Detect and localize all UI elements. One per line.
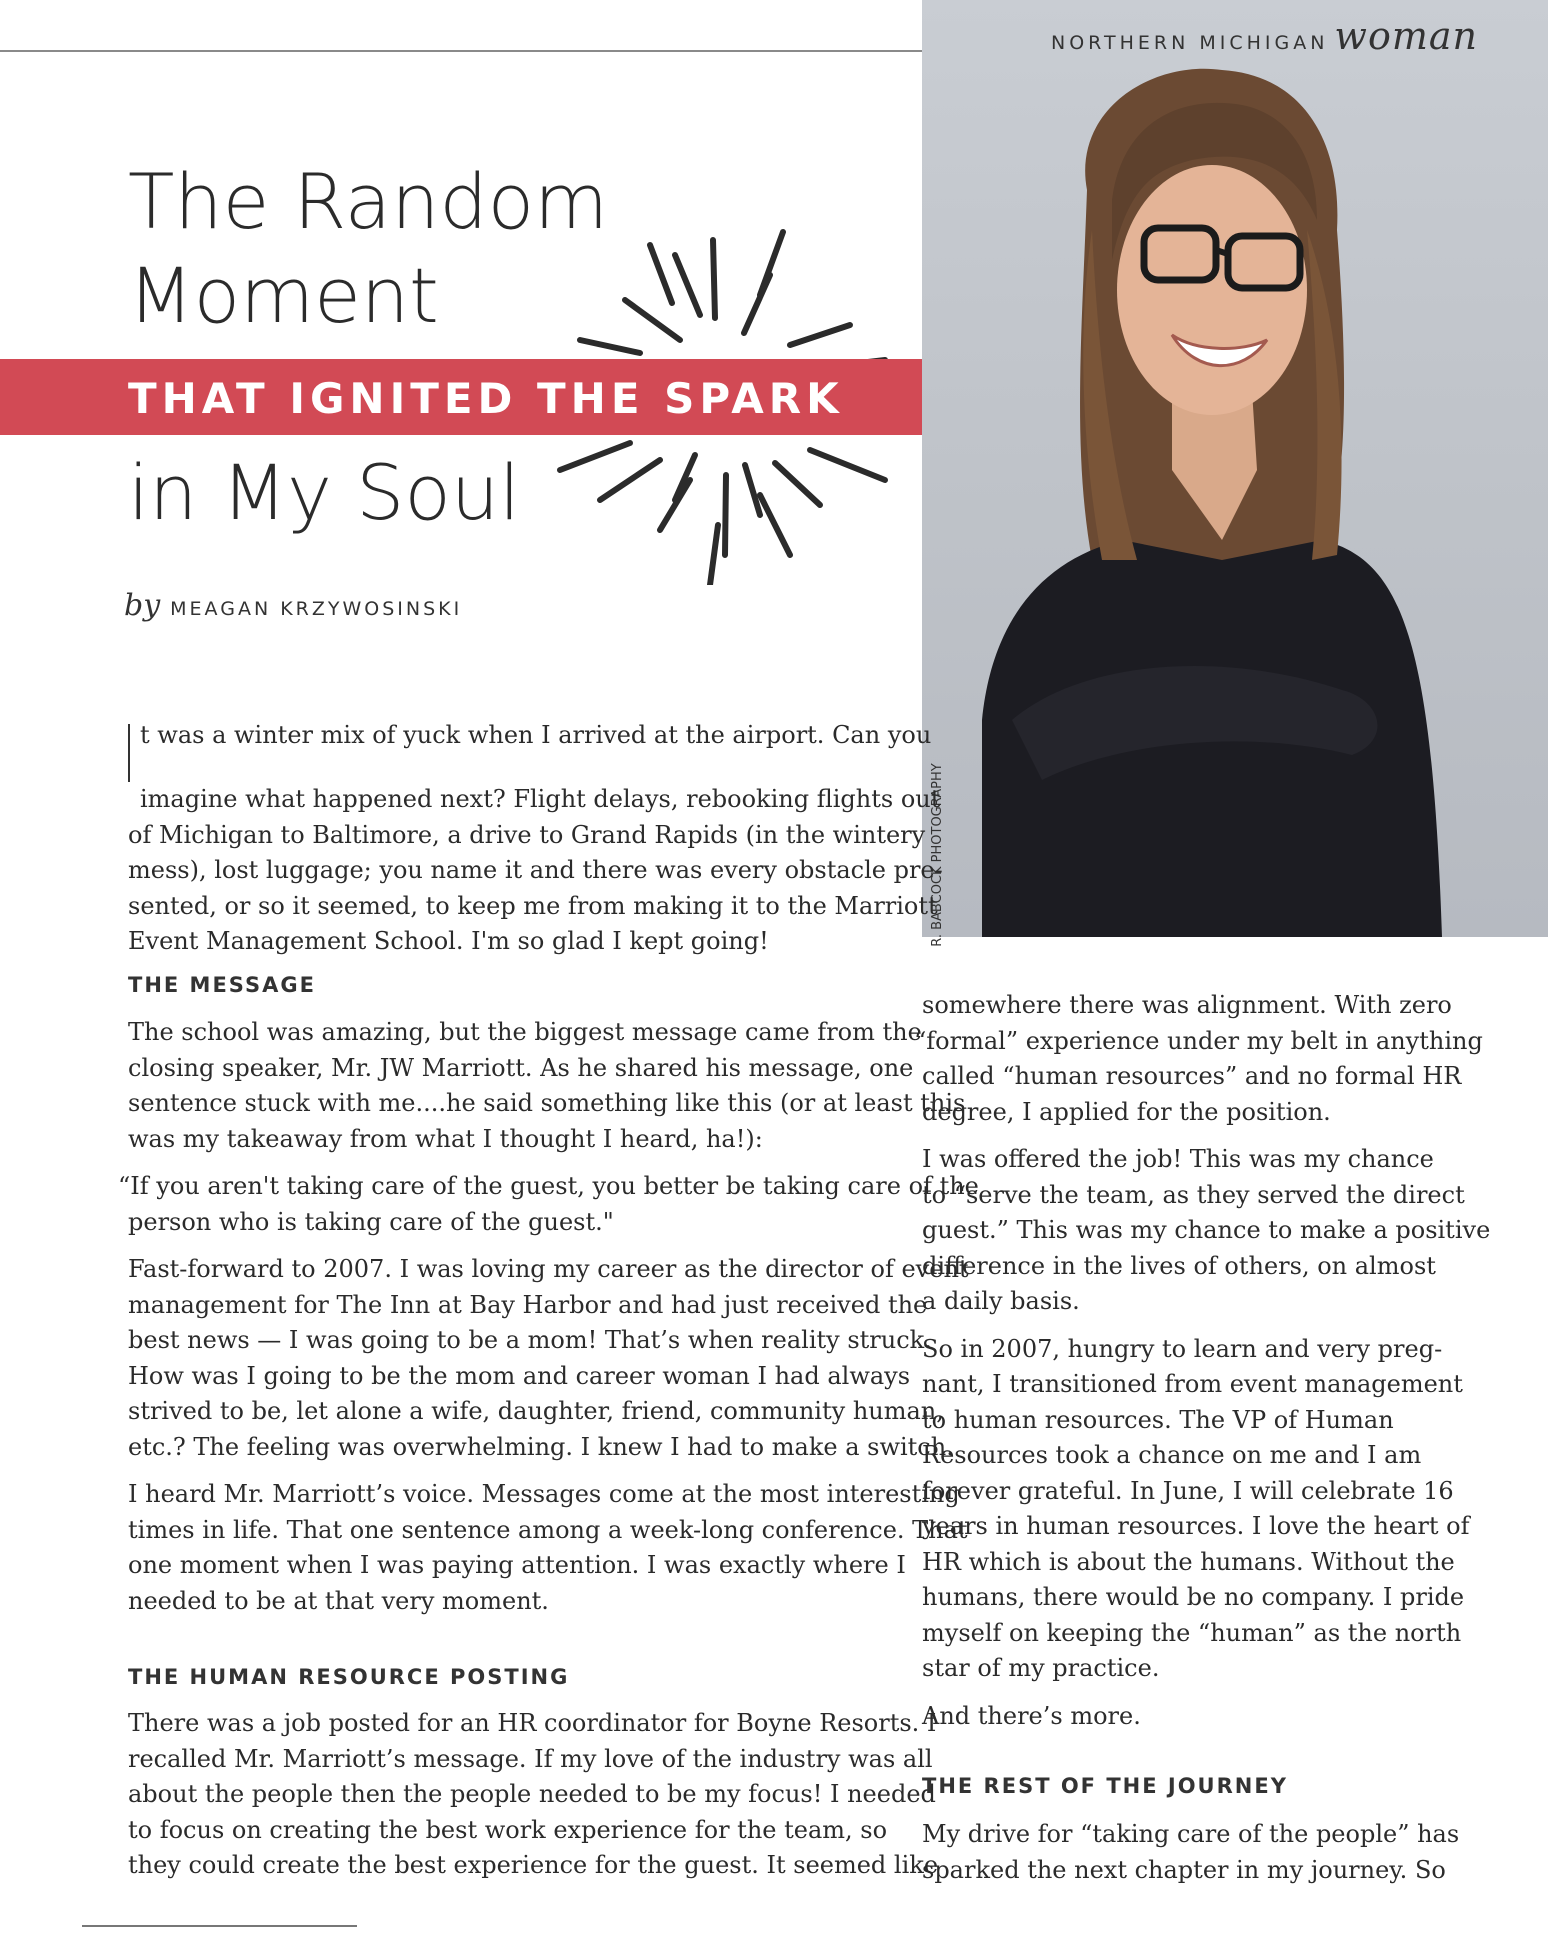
body-line: to human resources. The VP of Human: [922, 1405, 1394, 1434]
quote-line: person who is taking care of the guest.": [128, 1207, 614, 1236]
footer-rule: [82, 1925, 357, 1927]
author-photo: [922, 0, 1548, 937]
body-line: recalled Mr. Marriott’s message. If my love of the industry was all: [128, 1744, 933, 1773]
body-line: called “human resources” and no formal HR: [922, 1062, 1462, 1090]
body-line: nant, I transitioned from event management: [922, 1370, 1463, 1398]
body-line: How was I going to be the mom and career woman I had always: [128, 1361, 911, 1390]
intro-line: t was a winter mix of yuck when I arrived at the airport. Can you: [140, 721, 932, 749]
drop-cap-bar: [128, 724, 130, 782]
body-line: And there’s more.: [922, 1701, 1141, 1730]
body-line: humans, there would be no company. I pride: [922, 1583, 1465, 1611]
heading-rest-of-journey: THE REST OF THE JOURNEY: [922, 1774, 1288, 1798]
title-line-3: in My Soul: [128, 448, 521, 537]
intro-line: Event Management School. I'm so glad I kept going!: [128, 927, 769, 955]
body-line: was my takeaway from what I thought I heard, ha!):: [128, 1124, 763, 1153]
body-line: to focus on creating the best work experience for the team, so: [128, 1815, 888, 1844]
section1-body: [118, 1015, 979, 1619]
body-line: about the people then the people needed to be my focus! I needed: [128, 1780, 936, 1808]
body-line: closing speaker, Mr. JW Marriott. As he shared his message, one: [128, 1053, 914, 1082]
body-line: they could create the best experience for the guest. It seemed like: [128, 1851, 939, 1879]
body-line: needed to be at that very moment.: [128, 1586, 549, 1615]
body-line: somewhere there was alignment. With zero: [922, 991, 1452, 1019]
body-line: strived to be, let alone a wife, daughter, friend, community human,: [128, 1397, 944, 1425]
heading-the-message: THE MESSAGE: [128, 973, 316, 997]
body-line: Resources took a chance on me and I am: [922, 1441, 1422, 1469]
body-line: There was a job posted for an HR coordinator for Boyne Resorts. I: [128, 1709, 937, 1737]
intro-line: of Michigan to Baltimore, a drive to Grand Rapids (in the wintery: [128, 820, 926, 849]
body-line: sentence stuck with me....he said something like this (or at least this: [128, 1089, 966, 1117]
title-banner: [0, 359, 922, 435]
body-line: My drive for “taking care of the people” has: [922, 1820, 1460, 1848]
right-column-final: [922, 1817, 1459, 1888]
body-line: difference in the lives of others, on almost: [922, 1251, 1436, 1280]
top-rule: [0, 50, 922, 52]
body-line: I was offered the job! This was my chance: [922, 1145, 1434, 1173]
body-line: one moment when I was paying attention. I was exactly where I: [128, 1551, 906, 1579]
body-line: years in human resources. I love the heart of: [922, 1512, 1470, 1540]
body-line: a daily basis.: [922, 1287, 1080, 1315]
masthead-label: NORTHERN MICHIGAN: [1050, 32, 1329, 54]
byline-author: MEAGAN KRZYWOSINSKI: [170, 598, 463, 620]
body-line: sparked the next chapter in my journey. So: [922, 1855, 1446, 1884]
portrait-illustration: [922, 0, 1548, 937]
body-line: myself on keeping the “human” as the north: [922, 1618, 1462, 1647]
body-line: management for The Inn at Bay Harbor and had just received the: [128, 1290, 928, 1319]
quote-line: “If you aren't taking care of the guest, you better be taking care of the: [118, 1172, 979, 1200]
body-line: etc.? The feeling was overwhelming. I knew I had to make a switch.: [128, 1432, 954, 1461]
section2-body: [128, 1706, 938, 1884]
body-line: degree, I applied for the position.: [922, 1097, 1331, 1126]
intro-paragraph: [128, 718, 943, 960]
body-line: I heard Mr. Marriott’s voice. Messages come at the most interesting: [128, 1480, 960, 1508]
right-column-body: [914, 988, 1491, 1734]
intro-line: imagine what happened next? Flight delays, rebooking flights out: [140, 785, 941, 813]
intro-line: mess), lost luggage; you name it and there was every obstacle pre-: [128, 856, 943, 884]
body-line: Fast-forward to 2007. I was loving my career as the director of event: [128, 1255, 969, 1283]
masthead: [1051, 14, 1478, 58]
body-line: forever grateful. In June, I will celebrate 16: [922, 1476, 1454, 1505]
body-line: HR which is about the humans. Without the: [922, 1547, 1455, 1576]
body-line: guest.” This was my chance to make a positive: [922, 1216, 1491, 1244]
body-line: star of my practice.: [922, 1654, 1160, 1682]
heading-human-resource-posting: THE HUMAN RESOURCE POSTING: [128, 1665, 570, 1689]
body-line: “formal” experience under my belt in anything: [914, 1026, 1483, 1055]
body-line: to “serve the team, as they served the direct: [922, 1180, 1465, 1209]
byline: [124, 588, 462, 623]
title-line-1: The Random: [128, 157, 609, 246]
masthead-script: woman: [1334, 14, 1478, 58]
title-banner-text: THAT IGNITED THE SPARK: [128, 374, 844, 423]
body-line: So in 2007, hungry to learn and very preg-: [922, 1334, 1443, 1363]
body-line: times in life. That one sentence among a week-long conference. That: [128, 1515, 968, 1544]
byline-by: by: [124, 588, 161, 623]
body-line: best news — I was going to be a mom! That’s when reality struck.: [128, 1326, 932, 1354]
body-line: The school was amazing, but the biggest message came from the: [128, 1018, 922, 1046]
title-line-2: Moment: [128, 251, 439, 340]
photo-credit: R. BABCOCK PHOTOGRAPHY: [929, 763, 945, 947]
intro-line: sented, or so it seemed, to keep me from making it to the Marriott: [128, 891, 938, 920]
